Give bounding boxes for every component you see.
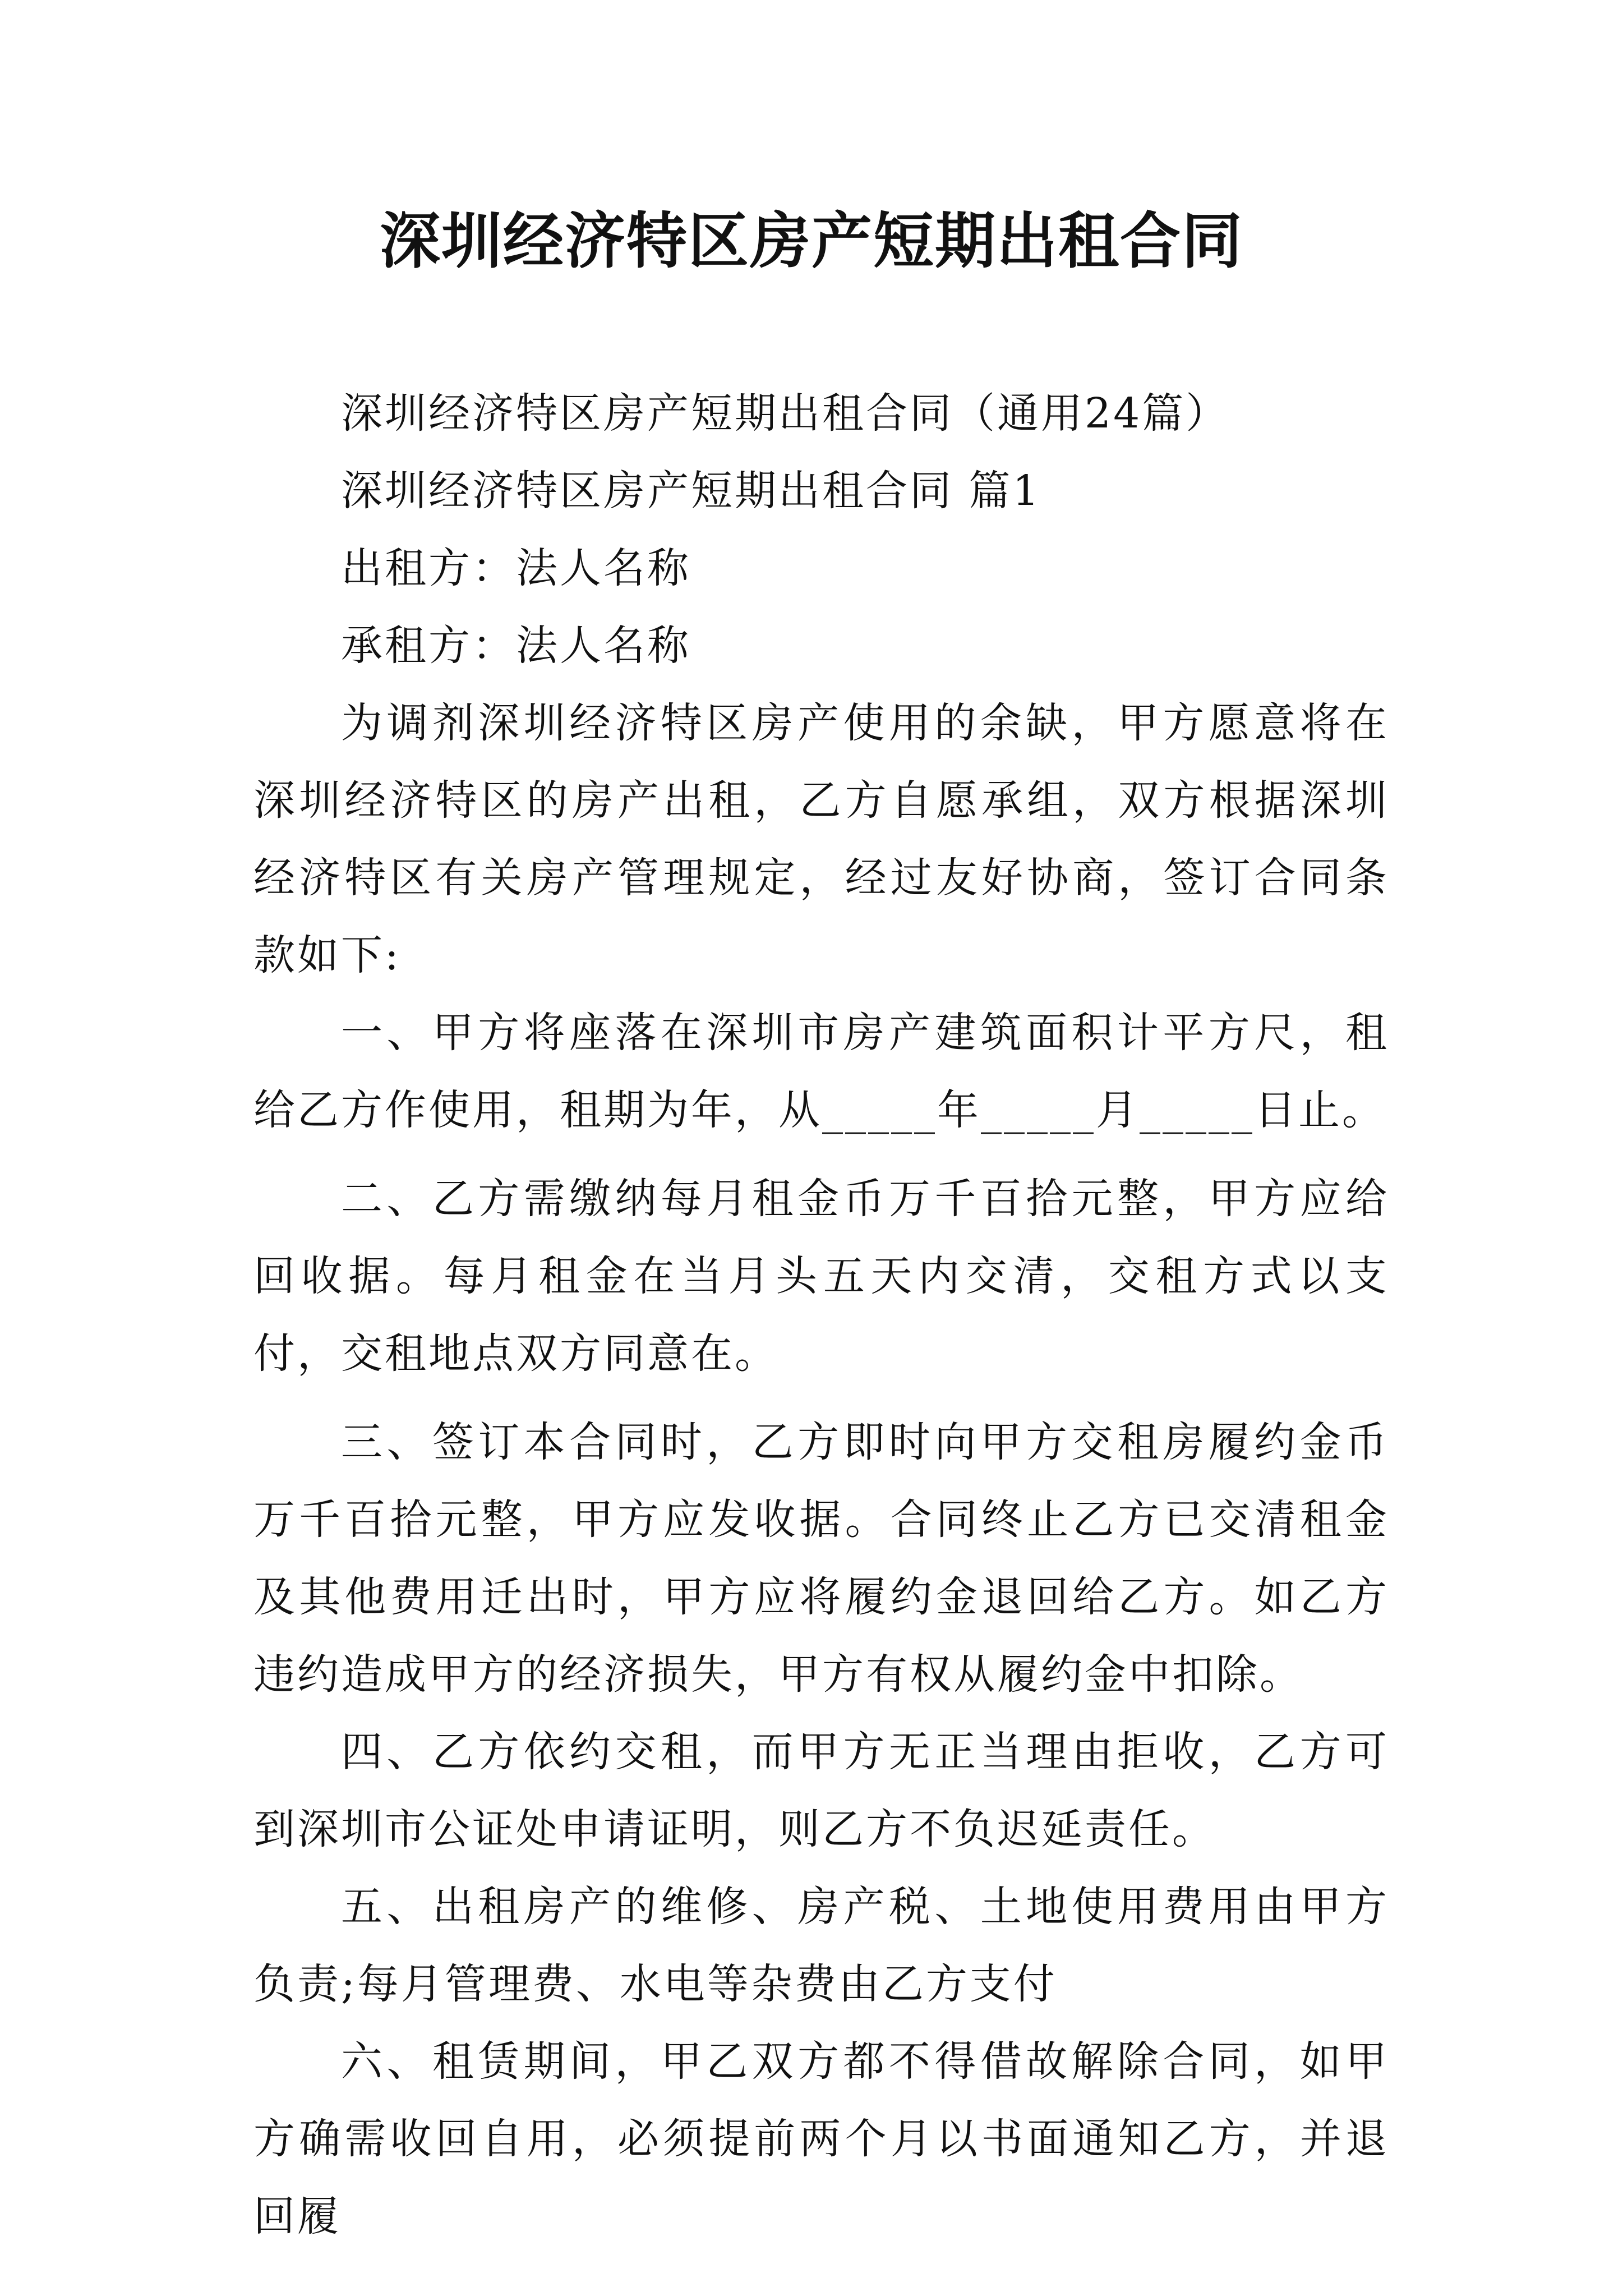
paragraph-subtitle: 深圳经济特区房产短期出租合同（通用24篇）: [341, 389, 1230, 438]
paragraph-preamble: 为调剂深圳经济特区房产使用的余缺，甲方愿意将在深圳经济特区的房产出租，乙方自愿承组，双方根据深圳经济特区有关房产管理规定，经过友好协商，签订合同条款如下:: [253, 699, 1389, 979]
clause-5: 五、出租房产的维修、房产税、土地使用费用由甲方负责;每月管理费、水电等杂费由乙方支付: [253, 1883, 1389, 2008]
document-title: 深圳经济特区房产短期出租合同: [379, 206, 1243, 277]
document-body: [253, 375, 1389, 2255]
clause-1: 一、甲方将座落在深圳市房产建筑面积计平方尺，租给乙方作使用，租期为年，从_____年_____月_____日止。: [253, 1009, 1389, 1134]
paragraph-lessee: 承租方：法人名称: [341, 622, 691, 670]
clause-3: 三、签订本合同时，乙方即时向甲方交租房履约金币万千百拾元整，甲方应发收据。合同终止乙方已交清租金及其他费用迁出时，甲方应将履约金退回给乙方。如乙方违约造成甲方的经济损失，甲方有权从履约金中扣除。: [253, 1418, 1389, 1699]
paragraph-lessor: 出租方：法人名称: [341, 544, 691, 592]
clause-4: 四、乙方依约交租，而甲方无正当理由拒收，乙方可到深圳市公证处申请证明，则乙方不负迟延责任。: [253, 1728, 1389, 1853]
clause-2: 二、乙方需缴纳每月租金币万千百拾元整，甲方应给回收据。每月租金在当月头五天内交清，交租方式以支付，交租地点双方同意在。: [253, 1175, 1389, 1378]
clause-6: 六、租赁期间，甲乙双方都不得借故解除合同，如甲方确需收回自用，必须提前两个月以书面通知乙方，并退回履: [253, 2037, 1389, 2240]
paragraph-part-heading: 深圳经济特区房产短期出租合同 篇1: [341, 467, 1041, 515]
